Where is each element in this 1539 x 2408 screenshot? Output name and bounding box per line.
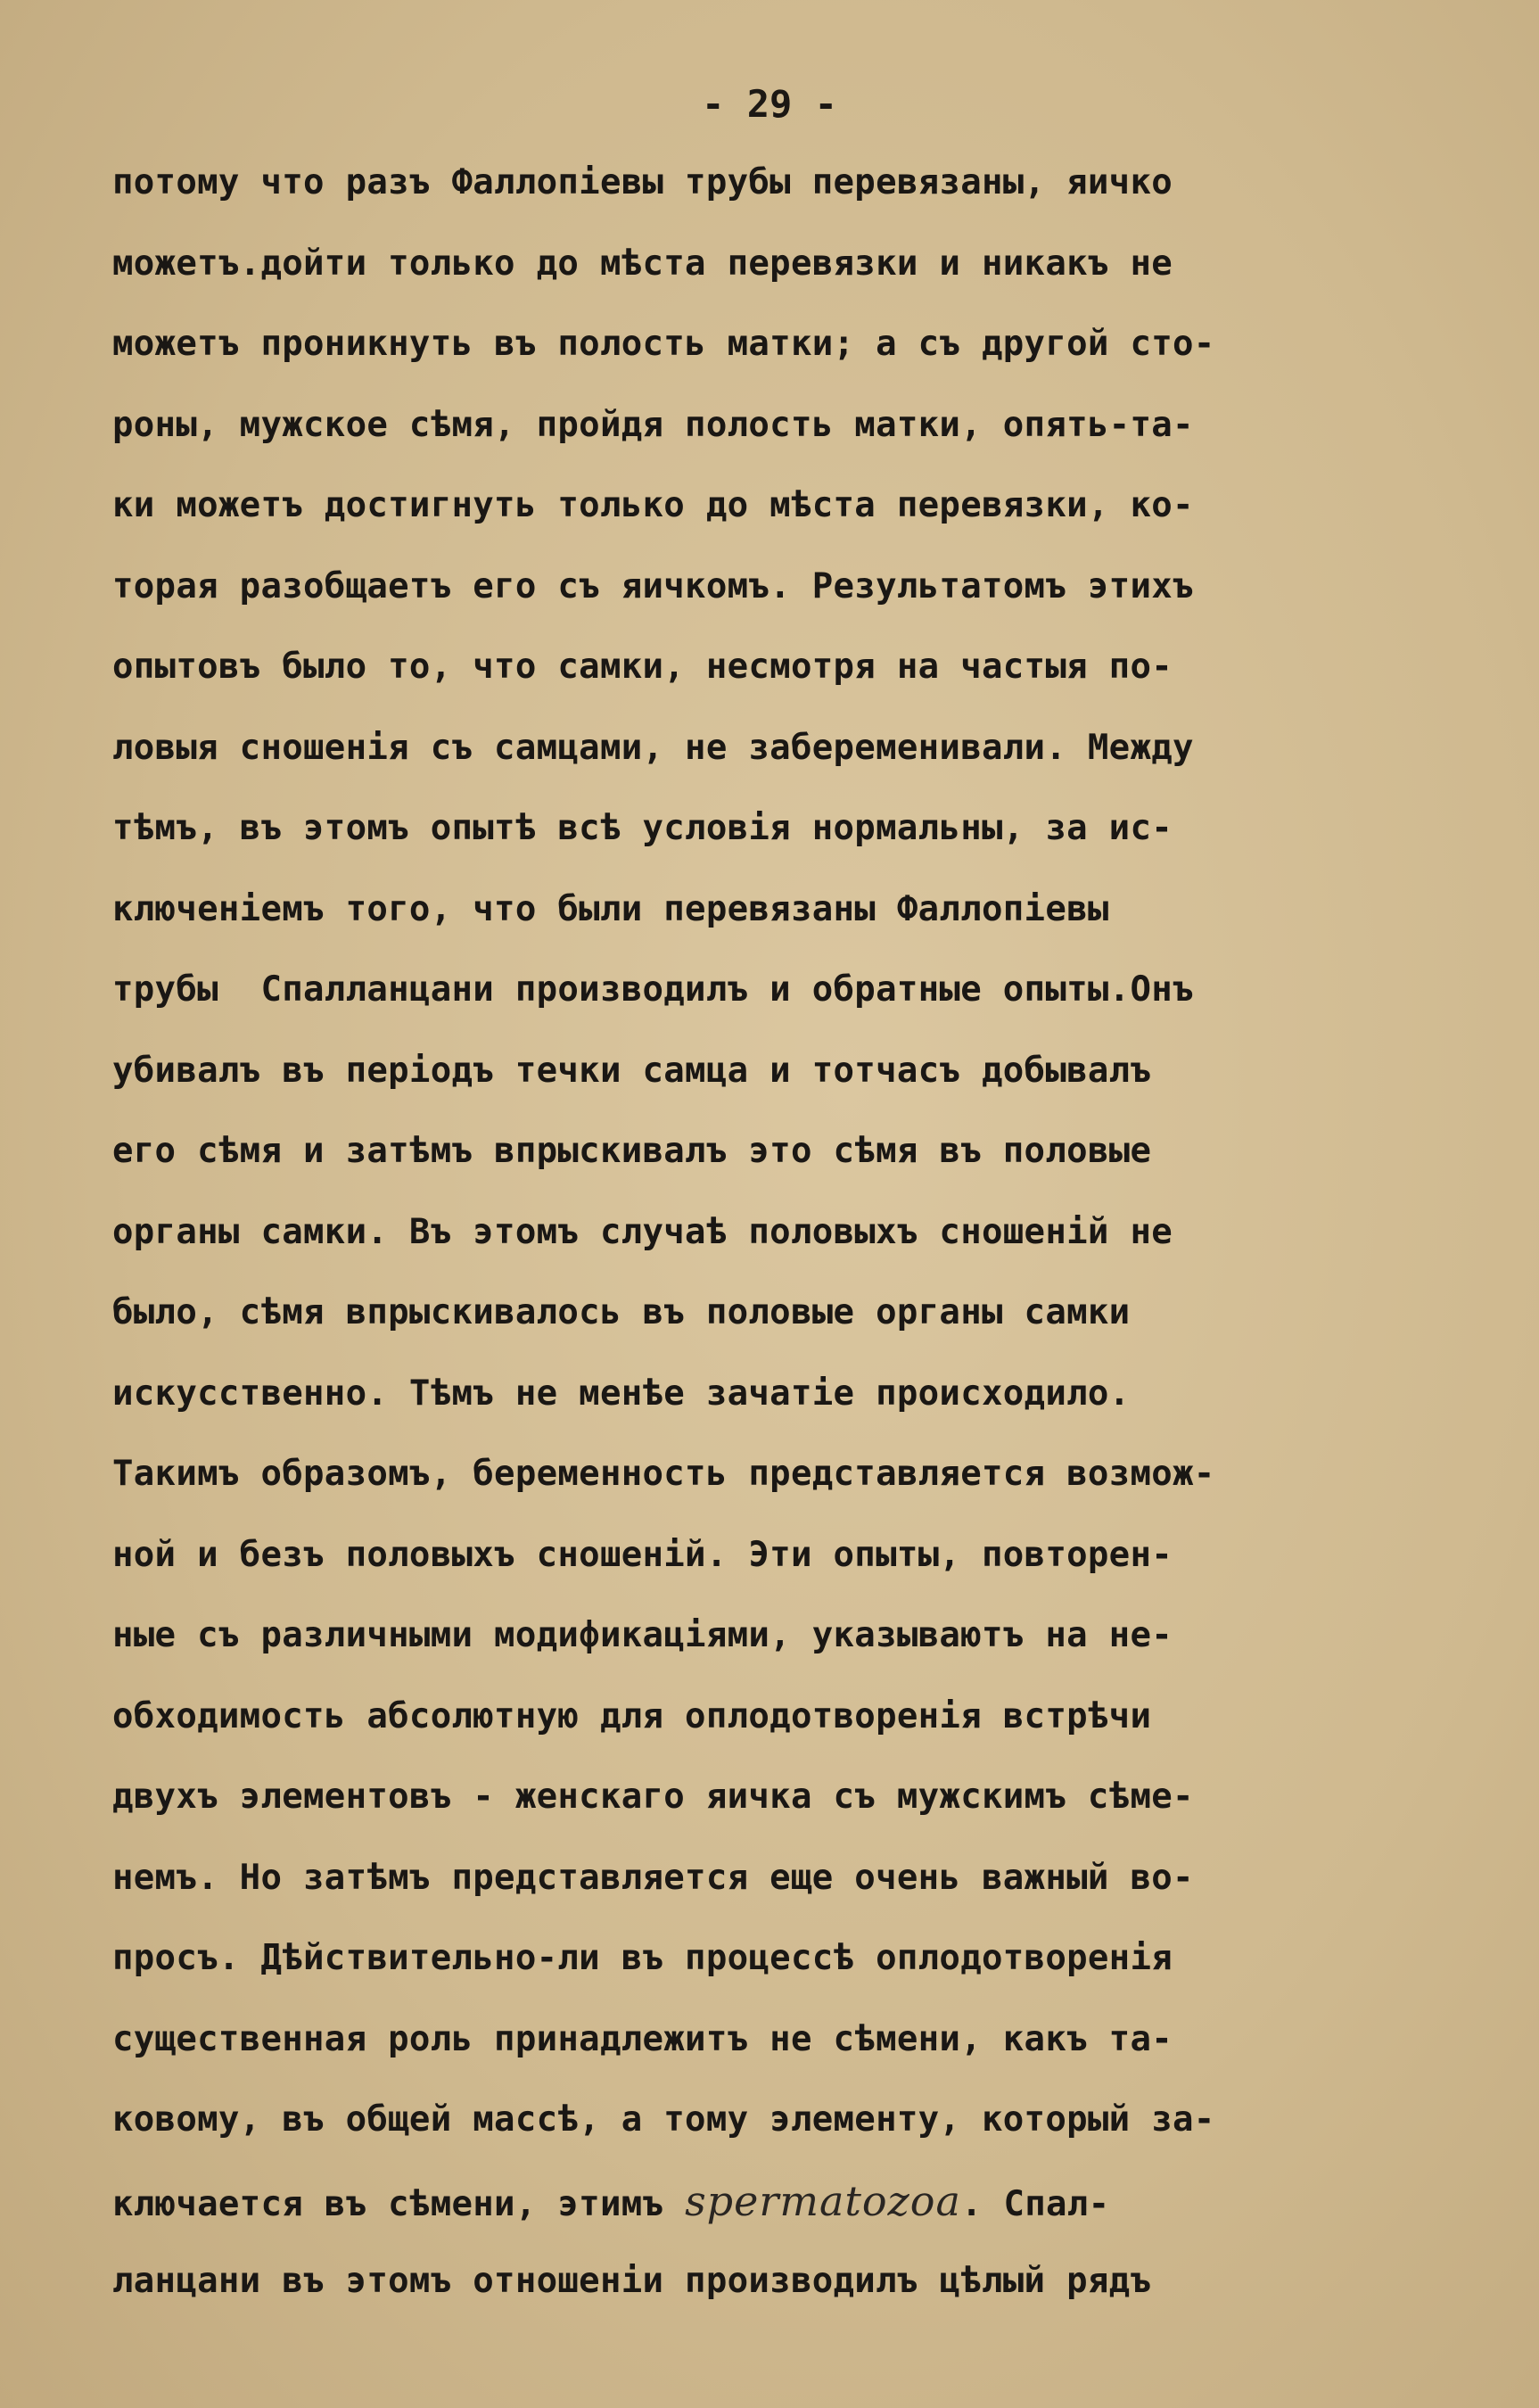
text-line: ловыя сношенія съ самцами, не забеременивали. Между xyxy=(112,727,1194,768)
text-line: трубы Спалланцани производилъ и обратные опыты.Онъ xyxy=(112,969,1194,1010)
line-segment: . Спал- xyxy=(960,2183,1110,2224)
text-line: ной и безъ половыхъ сношеній. Эти опыты, повторен- xyxy=(112,1534,1173,1575)
text-line: органы самки. Въ этомъ случаѣ половыхъ сношеній не xyxy=(112,1211,1173,1252)
line-segment: ключается въ сѣмени, этимъ xyxy=(112,2183,686,2224)
text-line: потому что разъ Фаллопіевы трубы перевязаны, яичко xyxy=(112,162,1173,202)
text-line: искусственно. Тѣмъ не менѣе зачатіе происходило. xyxy=(112,1373,1131,1414)
text-line: ковому, въ общей массѣ, а тому элементу, который за- xyxy=(112,2099,1215,2140)
page-number: - 29 - xyxy=(702,82,837,126)
text-line: просъ. Дѣйствительно-ли въ процессѣ оплодотворенія xyxy=(112,1938,1173,1978)
text-line: было, сѣмя впрыскивалось въ половые органы самки xyxy=(112,1292,1131,1332)
text-line: ключеніемъ того, что были перевязаны Фаллопіевы xyxy=(112,888,1109,929)
text-line: двухъ элементовъ - женскаго яичка съ мужскимъ сѣме- xyxy=(112,1777,1194,1817)
text-line: его сѣмя и затѣмъ впрыскивалъ это сѣмя въ половые xyxy=(112,1131,1152,1171)
handwritten-insertion: spermatozoa xyxy=(685,2176,961,2225)
text-line: обходимость абсолютную для оплодотворенія встрѣчи xyxy=(112,1695,1152,1736)
text-line: ки можетъ достигнуть только до мѣста перевязки, ко- xyxy=(112,485,1194,525)
text-line: роны, мужское сѣмя, пройдя полость матки, опять-та- xyxy=(112,404,1194,445)
text-line: Такимъ образомъ, беременность представляется возмож- xyxy=(112,1454,1215,1494)
text-line: торая разобщаетъ его съ яичкомъ. Результатомъ этихъ xyxy=(112,565,1194,606)
text-line: убивалъ въ періодъ течки самца и тотчасъ добывалъ xyxy=(112,1050,1152,1091)
text-line: тѣмъ, въ этомъ опытѣ всѣ условія нормальны, за ис- xyxy=(112,808,1173,848)
body-text xyxy=(112,143,1423,2322)
text-line: можетъ проникнуть въ полость матки; а съ другой сто- xyxy=(112,324,1215,364)
text-line: можетъ.дойти только до мѣста перевязки и никакъ не xyxy=(112,243,1173,284)
text-line: опытовъ было то, что самки, несмотря на частыя по- xyxy=(112,647,1173,687)
text-line: ные съ различными модификаціями, указываютъ на не- xyxy=(112,1615,1173,1655)
text-line: немъ. Но затѣмъ представляется еще очень важный во- xyxy=(112,1857,1194,1898)
text-line: существенная роль принадлежитъ не сѣмени, какъ та- xyxy=(112,2018,1173,2059)
text-line: ланцани въ этомъ отношеніи производилъ цѣлый рядъ xyxy=(112,2261,1152,2301)
text-line-with-handwriting xyxy=(112,2161,1423,2242)
